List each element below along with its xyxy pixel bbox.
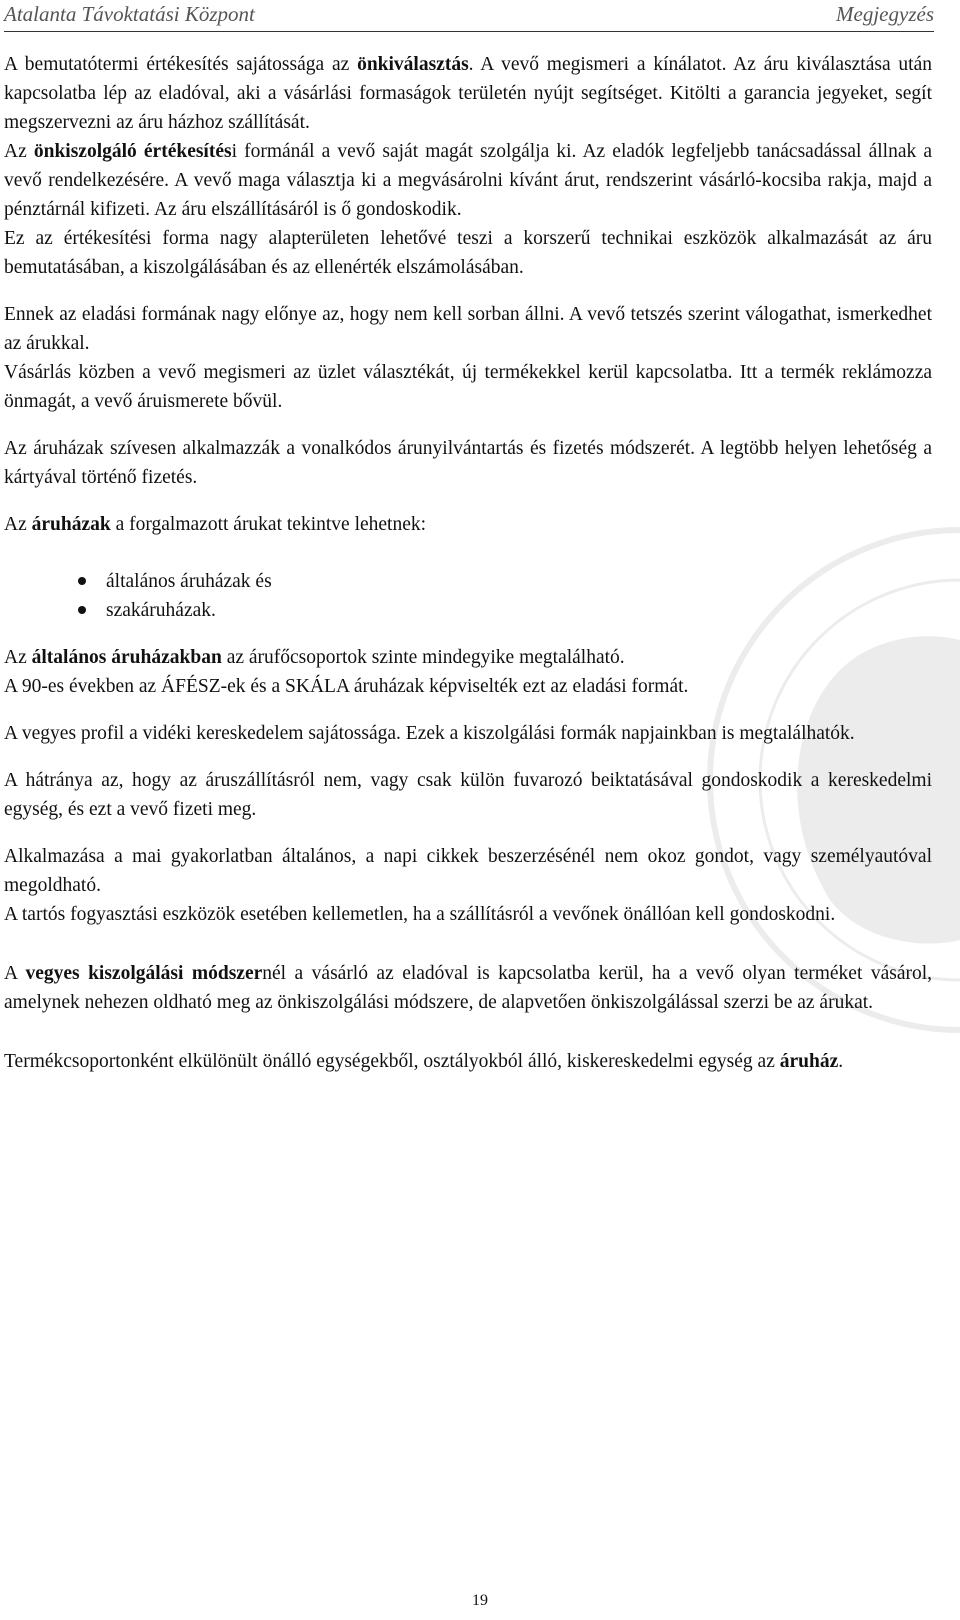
paragraph-department-store-definition: Termékcsoportonként elkülönült önálló egységekből, osztályokból álló, kiskereskedelmi egység az áruház. — [4, 1051, 844, 1072]
paragraph-nineties: A 90-es években az ÁFÉSZ-ek és a SKÁLA áruházak képviselték ezt az eladási formát. — [4, 676, 689, 697]
paragraph-general-stores: Az általános áruházakban az árufőcsoportok szinte mindegyike megtalálható. — [4, 647, 625, 668]
list-item: szakáruházak. — [106, 596, 932, 625]
paragraph-mixed-service: A vegyes kiszolgálási módszernél a vásárló az eladóval is kapcsolatba kerül, ha a vevő olyan terméket vásárol, amelynek nehezen oldható meg az önkiszolgálási módszere, de alapvetően önkiszolgálással szerzi be az árukat. — [4, 963, 933, 1013]
header-notes-label: Megjegyzés — [836, 2, 934, 26]
header-rule — [4, 31, 934, 32]
list-item: általános áruházak és — [106, 567, 932, 596]
paragraph-technical-tools: Ez az értékesítési forma nagy alapterületen lehetővé teszi a korszerű technikai eszközök alkalmazását az áru bemutatásában, a kiszolgálásában és az ellenérték elszámolásában. — [4, 228, 932, 278]
paragraph-application: Alkalmazása a mai gyakorlatban általános, a napi cikkek beszerzésénél nem okoz gondot, vagy személyautóval megoldható. — [4, 846, 932, 896]
store-type-list — [4, 567, 932, 625]
paragraph-barcode: Az áruházak szívesen alkalmazzák a vonalkódos árunyilvántartás és fizetés módszerét. A legtöbb helyen lehetőség a kártyával történő fizetés. — [4, 438, 932, 488]
paragraph-department-store-types: Az áruházak a forgalmazott árukat tekintve lehetnek: — [4, 514, 427, 535]
paragraph-disadvantage: A hátránya az, hogy az áruszállításról nem, vagy csak külön fuvarozó beiktatásával gondoskodik a kereskedelmi egység, és ezt a vevő fizeti meg. — [4, 770, 932, 820]
document-body — [4, 50, 932, 1076]
paragraph-advantage: Ennek az eladási formának nagy előnye az, hogy nem kell sorban állni. A vevő tetszés szerint válogathat, ismerkedhet az árukkal. — [4, 304, 932, 354]
paragraph-showroom-sales: A bemutatótermi értékesítés sajátossága az önkiválasztás. A vevő megismeri a kínálatot. Az áru kiválasztása után kapcsolatba lép az eladóval, aki a vásárlási formaságok területén nyújt segítséget. Kitölti a garancia jegyeket, segít megszervezni az áru házhoz szállítását. — [4, 54, 932, 133]
paragraph-product-knowledge: Vásárlás közben a vevő megismeri az üzlet választékát, új termékekkel kerül kapcsolatba. Itt a termék reklámozza önmagát, a vevő áruismerete bővül. — [4, 362, 932, 412]
paragraph-durable-goods: A tartós fogyasztási eszközök esetében kellemetlen, ha a szállításról a vevőnek önállóan kell gondoskodni. — [4, 904, 836, 925]
page-number: 19 — [472, 1592, 488, 1609]
header-institution: Atalanta Távoktatási Központ — [4, 2, 255, 26]
paragraph-self-service: Az önkiszolgáló értékesítési formánál a vevő saját magát szolgálja ki. Az eladók legfeljebb tanácsadással állnak a vevő rendelkezésére. A vevő maga választja ki a megvásárolni kívánt árut, rendszerint vásárló-kocsiba rakja, majd a pénztárnál kifizeti. Az áru elszállításáról is ő gondoskodik. — [4, 141, 932, 220]
page-header — [0, 0, 960, 34]
paragraph-mixed-profile: A vegyes profil a vidéki kereskedelem sajátossága. Ezek a kiszolgálási formák napjainkban is megtalálhatók. — [4, 723, 855, 744]
